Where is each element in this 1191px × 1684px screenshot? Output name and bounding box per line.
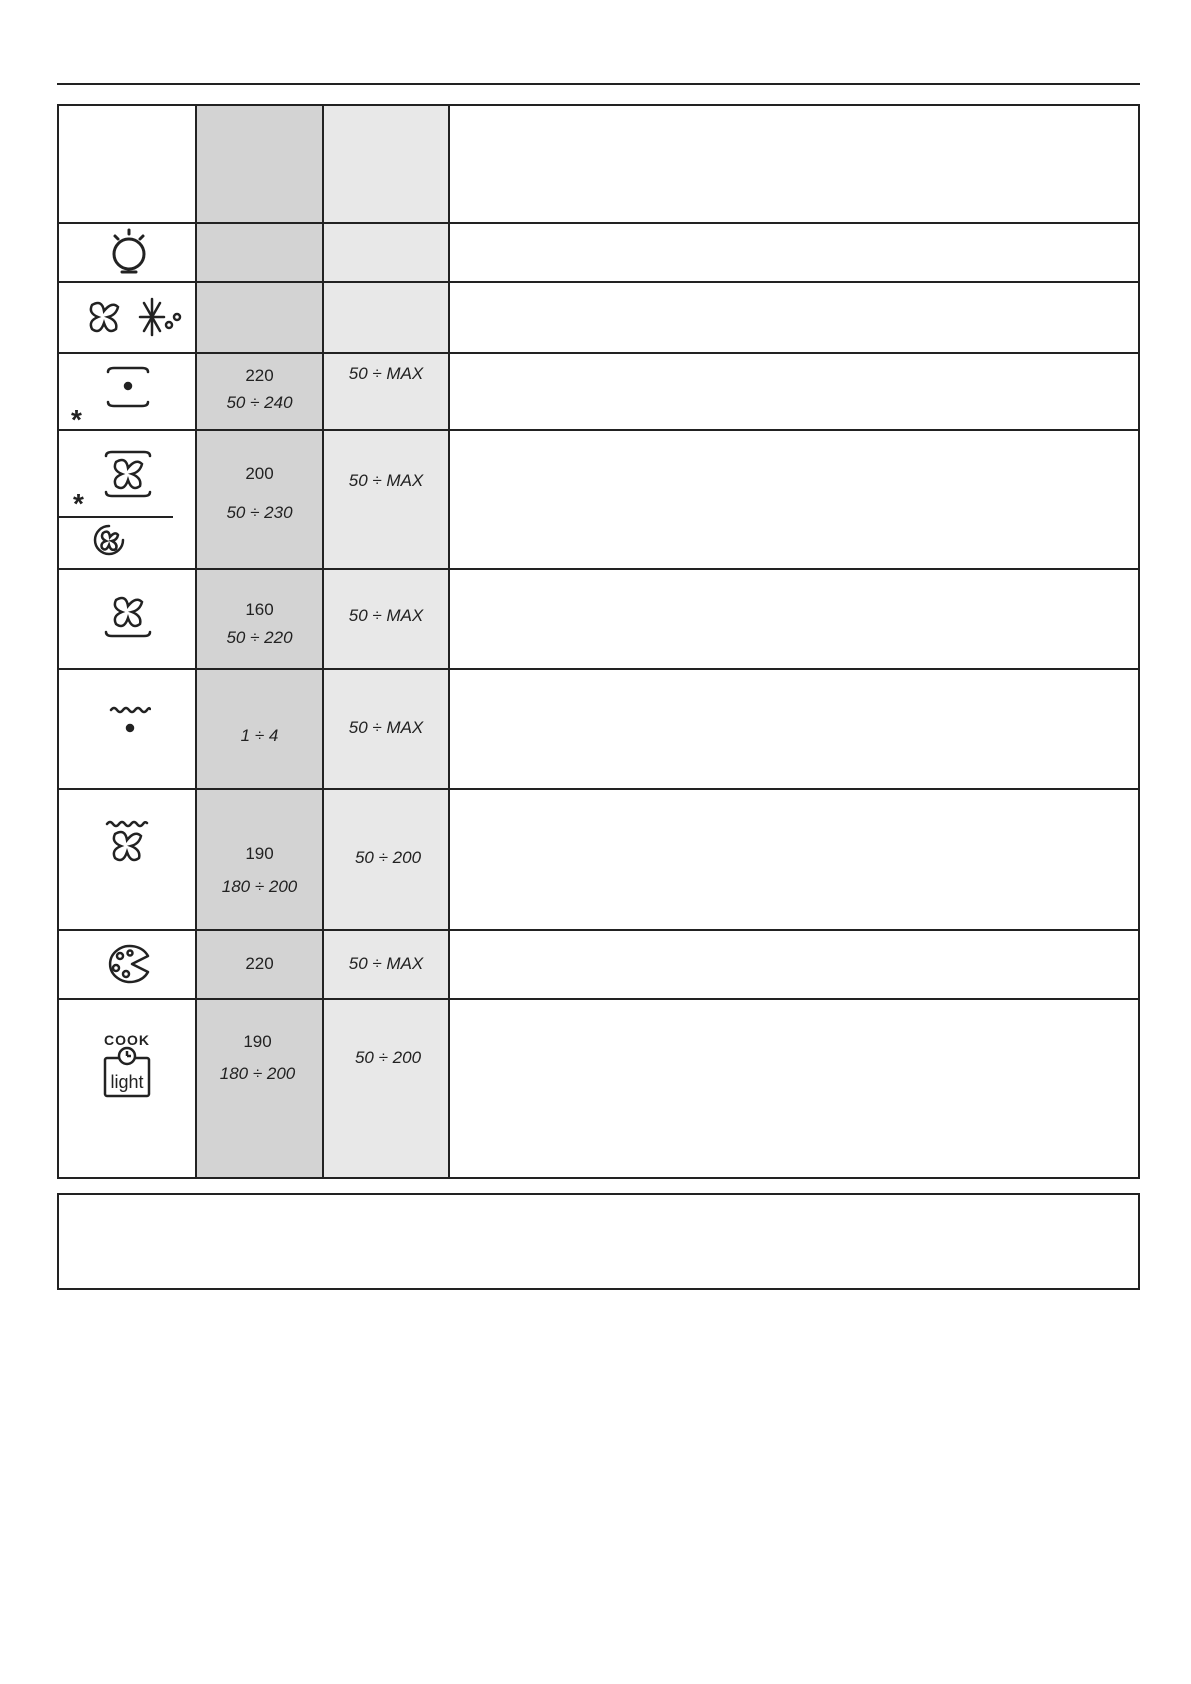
marker-asterisk: * [71, 404, 82, 435]
temp-default: 160 [245, 600, 274, 619]
temp-range: 50 ÷ 220 [226, 628, 293, 647]
meat-probe-range: 50 ÷ MAX [348, 718, 424, 737]
meat-probe-range: 50 ÷ MAX [348, 471, 424, 490]
grill-icon [109, 704, 151, 738]
row-divider [59, 929, 1138, 931]
fan-bottom-heat-icon [104, 596, 152, 640]
row-divider [59, 788, 1138, 790]
fan-forced-icon [104, 450, 152, 498]
meat-probe-range: 50 ÷ 200 [354, 848, 422, 867]
circular-fan-icon [93, 524, 125, 556]
top-rule [57, 83, 1140, 85]
static-conventional-icon [106, 364, 150, 412]
row-divider [59, 568, 1138, 570]
cook-light-icon [99, 1032, 155, 1102]
row-divider [59, 429, 1138, 431]
temp-range: 50 ÷ 240 [226, 393, 293, 412]
marker-asterisk: * [73, 488, 84, 519]
fan-grill-icon [105, 820, 149, 864]
temp-range: 1 ÷ 4 [240, 726, 279, 745]
light-label: light [110, 1072, 144, 1092]
temp-default: 220 [245, 954, 274, 973]
meat-probe-range: 50 ÷ 200 [354, 1048, 422, 1067]
row-divider [59, 998, 1138, 1000]
temp-range: 50 ÷ 230 [226, 503, 293, 522]
pizza-icon [106, 944, 152, 984]
meat-probe-column-bg [323, 106, 449, 1177]
meat-probe-range: 50 ÷ MAX [348, 954, 424, 973]
temp-default: 190 [243, 1032, 272, 1051]
temp-default: 190 [245, 844, 274, 863]
row-divider [59, 281, 1138, 283]
row-divider [59, 222, 1138, 224]
meat-probe-range: 50 ÷ MAX [348, 606, 424, 625]
temp-default: 200 [245, 464, 274, 483]
meat-probe-range: 50 ÷ MAX [348, 364, 424, 383]
temp-default: 220 [245, 366, 274, 385]
cooking-functions-table [57, 104, 1140, 1179]
column-divider [448, 106, 450, 1177]
cook-label: COOK [104, 1032, 150, 1048]
oven-lamp-icon [109, 228, 149, 276]
fan-defrost-icon [84, 297, 184, 339]
note-box [57, 1193, 1140, 1290]
row-divider [59, 352, 1138, 354]
temp-range: 180 ÷ 200 [219, 1064, 296, 1083]
temp-range: 180 ÷ 200 [221, 877, 298, 896]
row-divider [59, 668, 1138, 670]
